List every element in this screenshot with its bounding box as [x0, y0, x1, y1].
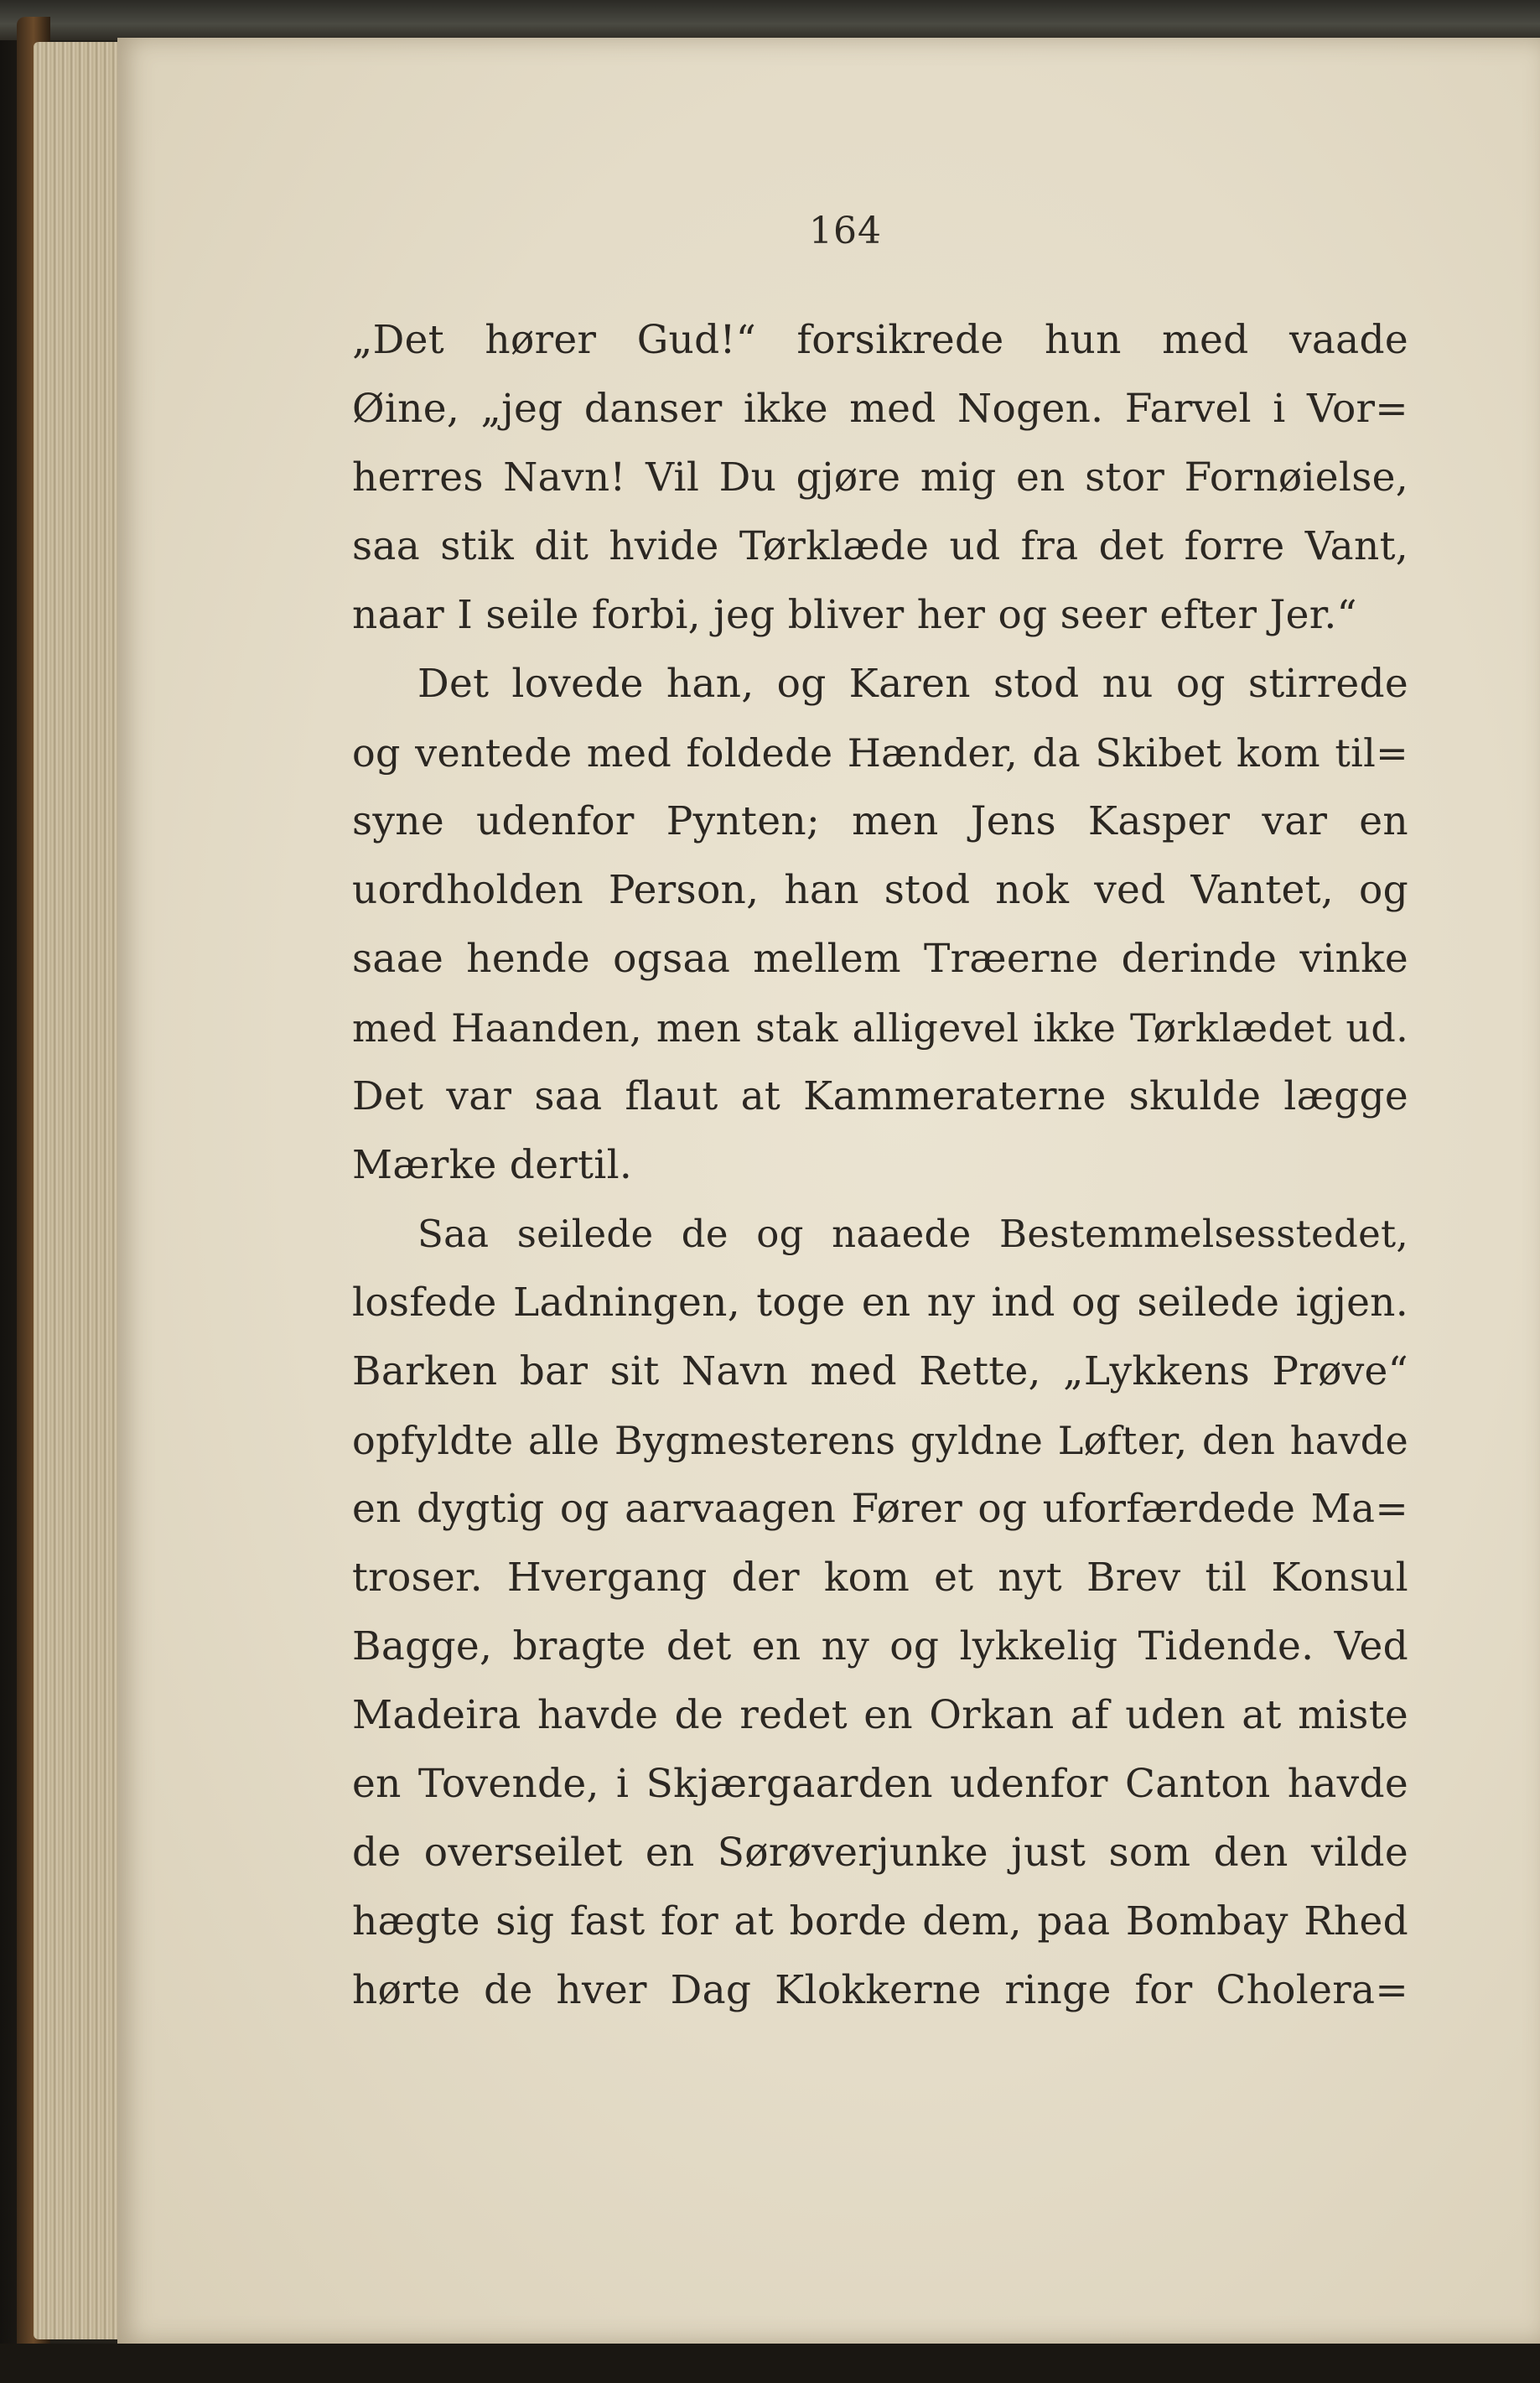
text-line: hørte de hver Dag Klokkerne ringe for Cholera= [352, 1967, 1408, 2013]
text-line: naar I seile forbi, jeg bliver her og seer efter Jer.“ [352, 592, 1357, 638]
text-line: Mærke dertil. [352, 1142, 633, 1188]
text-line: opfyldte alle Bygmesterens gyldne Løfter, den havde [352, 1418, 1408, 1463]
text-line: Øine, „jeg danser ikke med Nogen. Farvel i Vor= [352, 386, 1408, 432]
text-line: Madeira havde de redet en Orkan af uden at miste [352, 1692, 1408, 1738]
text-line: Saa seilede de og naaede Bestemmelsesstedet, [417, 1212, 1408, 1256]
body-text [352, 306, 1408, 2025]
text-line: saa stik dit hvide Tørklæde ud fra det forre Vant, [352, 523, 1408, 569]
text-line: en Tovende, i Skjærgaarden udenfor Canton havde [352, 1761, 1408, 1807]
text-line: Det lovede han, og Karen stod nu og stirrede [417, 661, 1408, 707]
text-line: saae hende ogsaa mellem Træerne derinde vinke [352, 936, 1408, 982]
bottom-edge [0, 2344, 1540, 2383]
text-line: med Haanden, men stak alligevel ikke Tørklædet ud. [352, 1005, 1408, 1051]
text-line: „Det hører Gud!“ forsikrede hun med vaade [352, 317, 1408, 363]
text-line: herres Navn! Vil Du gjøre mig en stor Fornøielse, [352, 454, 1408, 501]
text-line: troser. Hvergang der kom et nyt Brev til Konsul [352, 1555, 1408, 1601]
text-line: og ventede med foldede Hænder, da Skibet kom til= [352, 730, 1408, 776]
text-line: syne udenfor Pynten; men Jens Kasper var en [352, 798, 1408, 844]
top-edge [0, 0, 1540, 40]
text-line: de overseilet en Sørøverjunke just som den vilde [352, 1830, 1408, 1876]
text-line: hægte sig fast for at borde dem, paa Bombay Rhed [352, 1898, 1408, 1944]
text-line: en dygtig og aarvaagen Fører og uforfærdede Ma= [352, 1486, 1408, 1532]
text-line: Barken bar sit Navn med Rette, „Lykkens Prøve“ [352, 1348, 1408, 1394]
text-line: uordholden Person, han stod nok ved Vantet, og [352, 867, 1408, 913]
text-line: Bagge, bragte det en ny og lykkelig Tidende. Ved [352, 1623, 1408, 1669]
page-number: 164 [809, 210, 882, 252]
text-line: Det var saa flaut at Kammeraterne skulde lægge [352, 1073, 1408, 1119]
text-line: losfede Ladningen, toge en ny ind og seilede igjen. [352, 1280, 1408, 1326]
